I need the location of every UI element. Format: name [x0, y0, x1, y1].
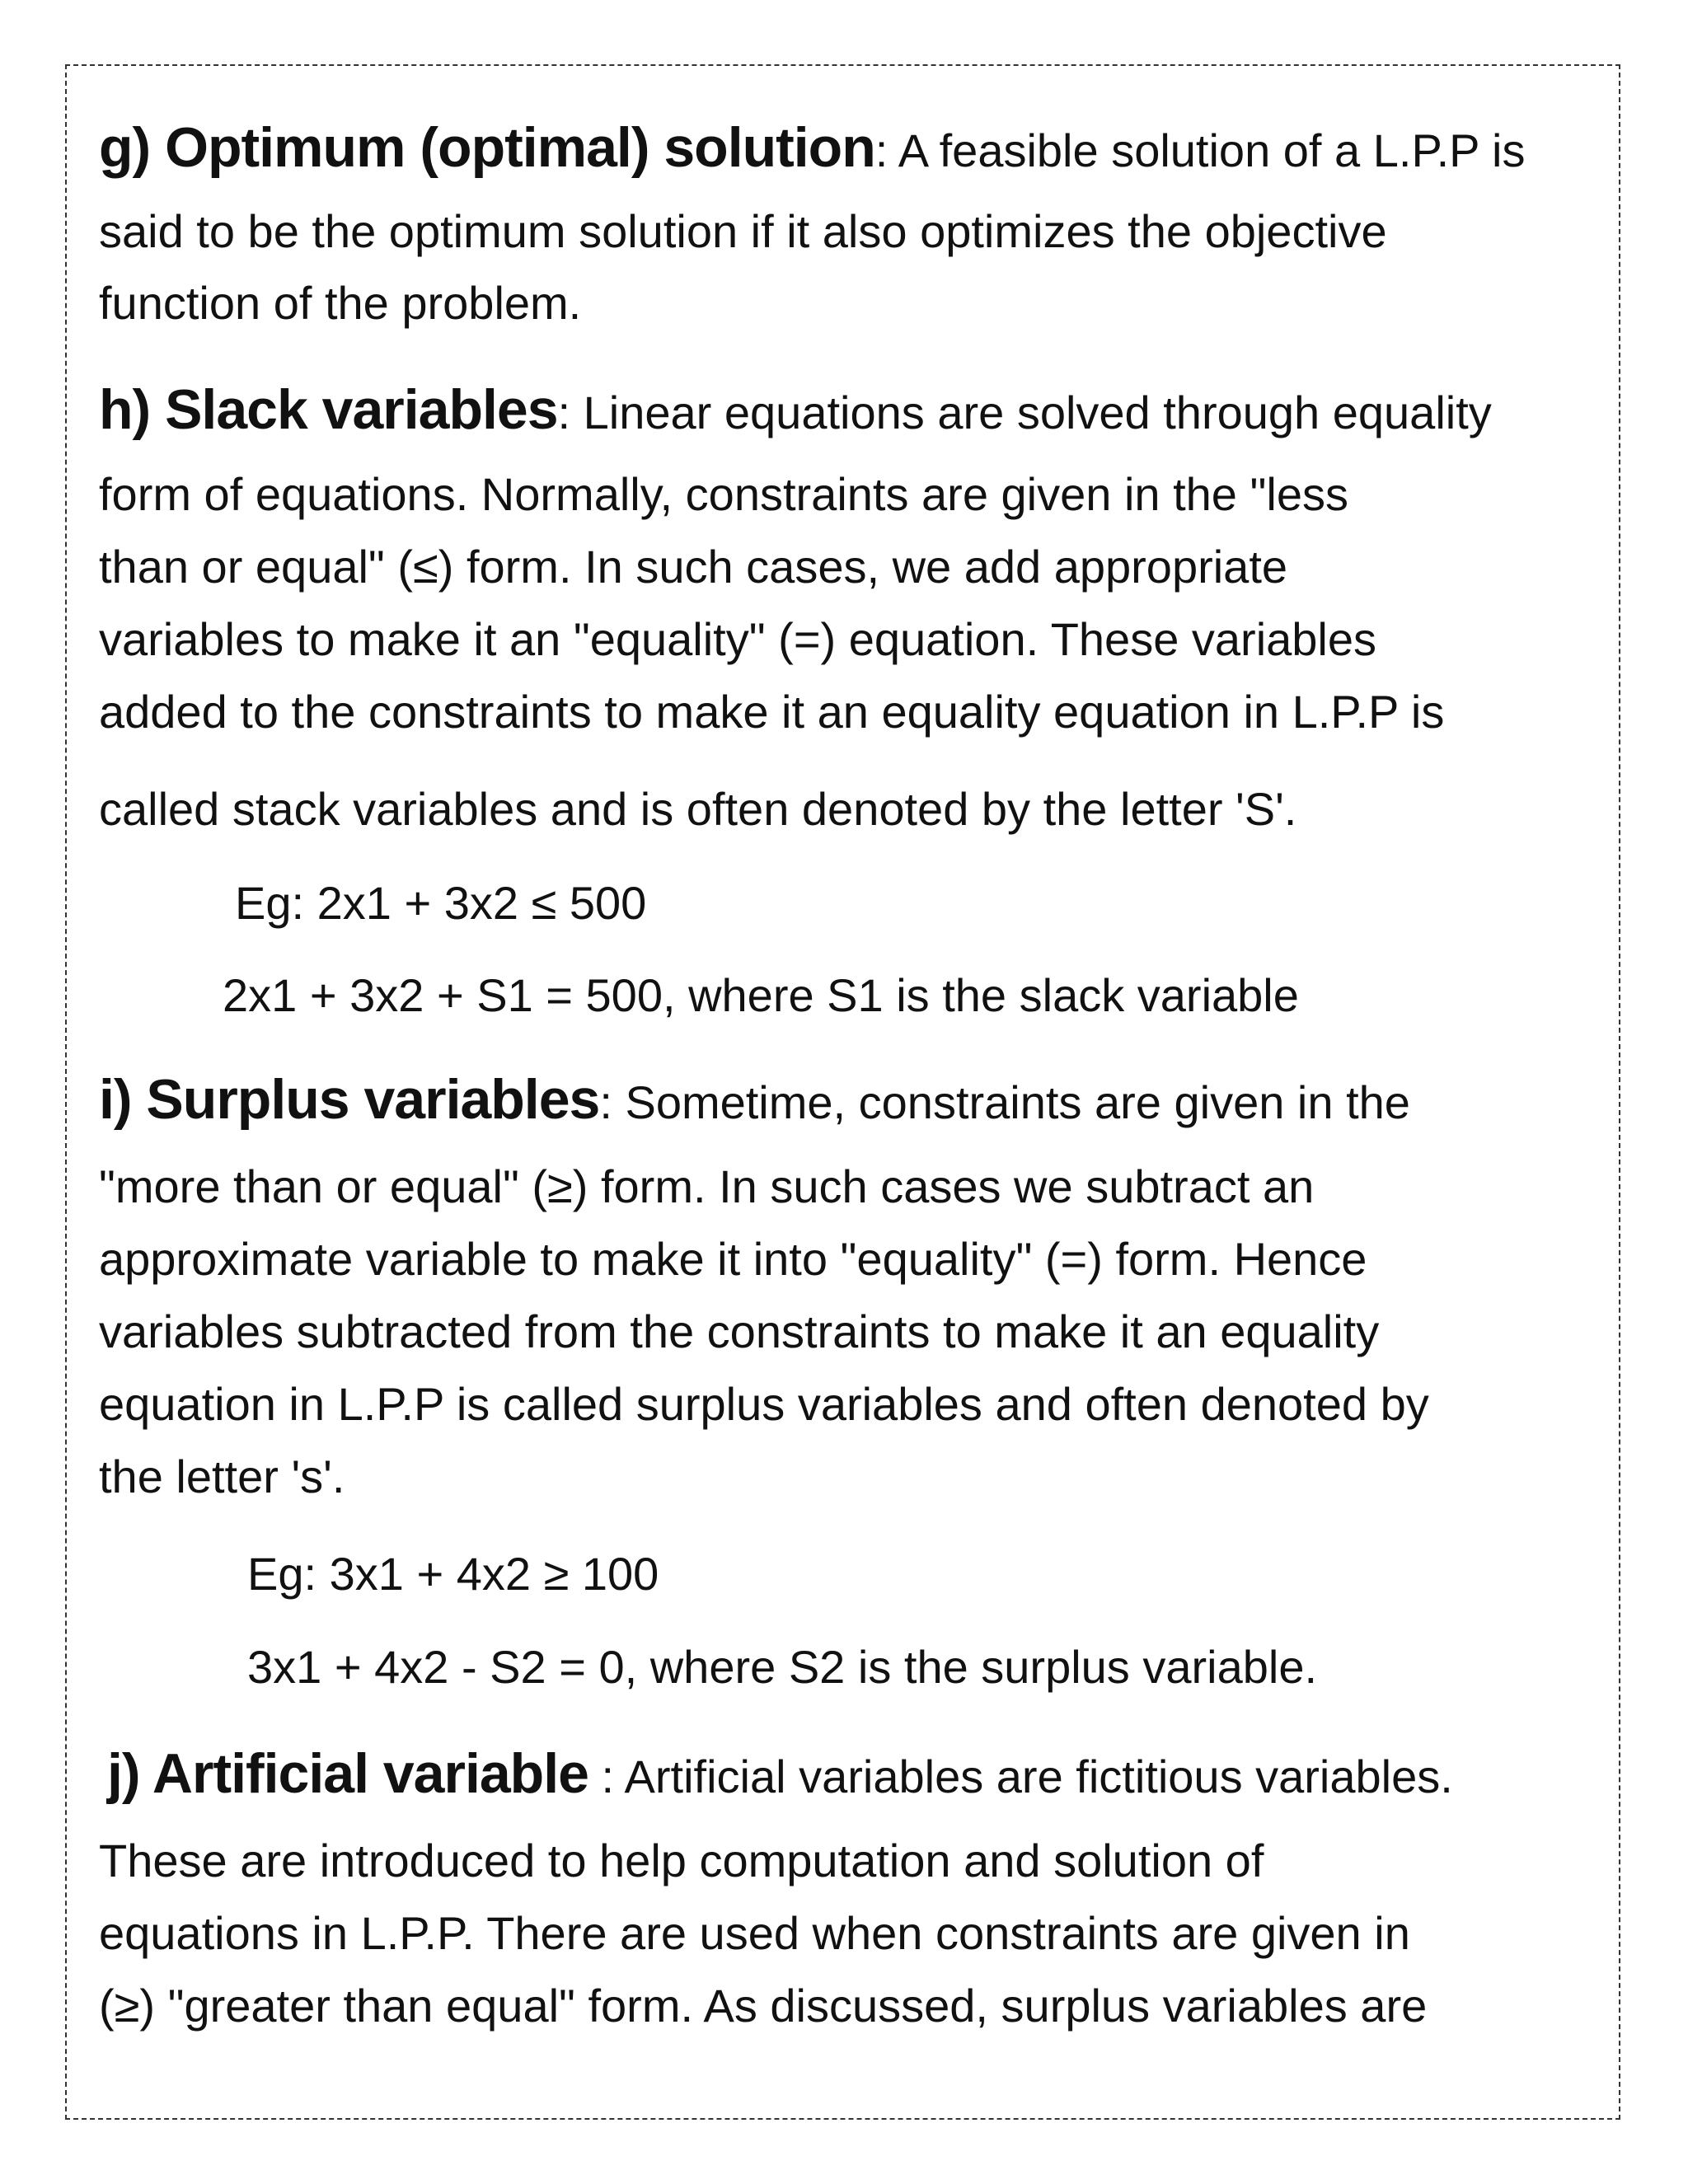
term-surplus-variables: i) Surplus variables [99, 1068, 600, 1131]
body-line: variables subtracted from the constraints to make it an equality [99, 1305, 1380, 1357]
body-line: "more than or equal" (≥) form. In such cases we subtract an [99, 1160, 1315, 1212]
heading-optimum-solution [99, 116, 1526, 179]
term-artificial-variable: j) Artificial variable [107, 1742, 588, 1805]
definition-text: : Linear equations are solved through equality [557, 387, 1492, 438]
body-line: said to be the optimum solution if it also optimizes the objective [99, 205, 1387, 257]
body-line: added to the constraints to make it an equality equation in L.P.P is [99, 686, 1445, 738]
example-inequality: Eg: 2x1 + 3x2 ≤ 500 [235, 877, 647, 929]
definition-text: : Sometime, constraints are given in the [599, 1076, 1410, 1128]
body-line: equations in L.P.P. There are used when constraints are given in [99, 1907, 1410, 1959]
example-inequality: Eg: 3x1 + 4x2 ≥ 100 [247, 1548, 659, 1600]
body-line: function of the problem. [99, 277, 582, 329]
body-line: form of equations. Normally, constraints are given in the "less [99, 468, 1348, 520]
heading-artificial-variable [107, 1742, 1453, 1805]
definition-text: : A feasible solution of a L.P.P is [874, 124, 1526, 176]
example-equation: 2x1 + 3x2 + S1 = 500, where S1 is the slack variable [223, 969, 1299, 1021]
body-line: These are introduced to help computation and solution of [99, 1835, 1264, 1886]
term-slack-variables: h) Slack variables [99, 378, 558, 441]
term-optimum-solution: g) Optimum (optimal) solution [99, 116, 875, 179]
body-line: (≥) "greater than equal" form. As discussed, surplus variables are [99, 1980, 1428, 2032]
body-line: variables to make it an "equality" (=) equation. These variables [99, 613, 1377, 665]
body-line: equation in L.P.P is called surplus variables and often denoted by [99, 1378, 1429, 1430]
body-line: called stack variables and is often denoted by the letter 'S'. [99, 783, 1297, 835]
heading-slack-variables [99, 378, 1492, 441]
definition-text: : Artificial variables are fictitious variables. [588, 1750, 1453, 1802]
body-line: than or equal" (≤) form. In such cases, we add appropriate [99, 541, 1288, 593]
body-line: the letter 's'. [99, 1451, 345, 1502]
heading-surplus-variables [99, 1068, 1410, 1131]
body-line: approximate variable to make it into "equality" (=) form. Hence [99, 1233, 1367, 1285]
example-equation: 3x1 + 4x2 - S2 = 0, where S2 is the surplus variable. [247, 1641, 1318, 1693]
